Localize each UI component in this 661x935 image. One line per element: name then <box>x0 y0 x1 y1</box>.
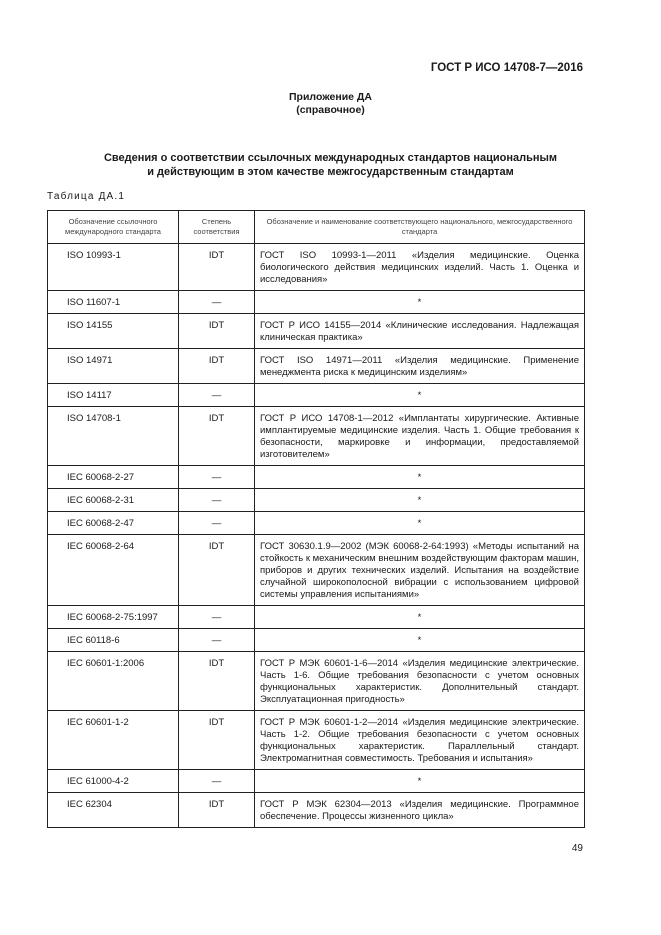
cell-degree: IDT <box>179 535 255 606</box>
cell-national-standard: * <box>255 489 585 512</box>
cell-degree: — <box>179 291 255 314</box>
table-row <box>48 793 585 828</box>
table-body <box>48 244 585 828</box>
cell-national-standard: ГОСТ ISO 10993-1—2011 «Изделия медицинские. Оценка биологического действия медицинских изделий. Часть 1. Оценка и исследования» <box>255 244 585 291</box>
cell-degree: IDT <box>179 711 255 770</box>
cell-degree: — <box>179 606 255 629</box>
cell-degree: — <box>179 466 255 489</box>
cell-intl-standard: IEC 60068-2-31 <box>48 489 179 512</box>
cell-intl-standard: ISO 14971 <box>48 349 179 384</box>
table-row <box>48 466 585 489</box>
table-row <box>48 384 585 407</box>
table-row <box>48 711 585 770</box>
table-row <box>48 606 585 629</box>
cell-degree: — <box>179 489 255 512</box>
table-row <box>48 535 585 606</box>
appendix-subtitle: (справочное) <box>296 104 365 116</box>
page-number: 49 <box>571 843 583 854</box>
cell-intl-standard: IEC 60068-2-27 <box>48 466 179 489</box>
table-header-row <box>48 211 585 244</box>
header-national-standard: Обозначение и наименование соответствующего национального, межгосударственного стандарта <box>255 211 585 244</box>
cell-intl-standard: IEC 62304 <box>48 793 179 828</box>
table-row <box>48 244 585 291</box>
cell-degree: — <box>179 770 255 793</box>
cell-degree: IDT <box>179 314 255 349</box>
cell-intl-standard: ISO 14155 <box>48 314 179 349</box>
cell-national-standard: * <box>255 629 585 652</box>
cell-intl-standard: IEC 61000-4-2 <box>48 770 179 793</box>
cell-national-standard: ГОСТ Р МЭК 62304—2013 «Изделия медицинские. Программное обеспечение. Процессы жизненного цикла» <box>255 793 585 828</box>
cell-intl-standard: ISO 14117 <box>48 384 179 407</box>
header-intl-standard: Обозначение ссылочного международного стандарта <box>48 211 179 244</box>
cell-national-standard: ГОСТ Р МЭК 60601-1-6—2014 «Изделия медицинские электрические. Часть 1-6. Общие требования безопасности с учетом основных функциональных характеристик. Дополнительный стандарт. Эксплуатационная пригодность» <box>255 652 585 711</box>
cell-degree: IDT <box>179 793 255 828</box>
cell-degree: IDT <box>179 652 255 711</box>
cell-degree: IDT <box>179 407 255 466</box>
cell-degree: IDT <box>179 349 255 384</box>
cell-national-standard: ГОСТ Р МЭК 60601-1-2—2014 «Изделия медицинские электрические. Часть 1-2. Общие требования безопасности с учетом основных функциональных характеристик. Параллельный стандарт. Электромагнитная совместимость. Требования и испытания» <box>255 711 585 770</box>
table-row <box>48 770 585 793</box>
table-row <box>48 629 585 652</box>
cell-national-standard: * <box>255 384 585 407</box>
table-row <box>48 407 585 466</box>
section-title <box>0 152 661 179</box>
appendix-title: Приложение ДА <box>289 91 372 103</box>
table-row <box>48 652 585 711</box>
cell-national-standard: * <box>255 512 585 535</box>
cell-intl-standard: IEC 60601-1:2006 <box>48 652 179 711</box>
cell-national-standard: * <box>255 770 585 793</box>
cell-intl-standard: IEC 60601-1-2 <box>48 711 179 770</box>
cell-intl-standard: ISO 10993-1 <box>48 244 179 291</box>
section-title-line-2: и действующим в этом качестве межгосударственным стандартам <box>147 165 514 178</box>
cell-national-standard: * <box>255 291 585 314</box>
cell-intl-standard: IEC 60068-2-75:1997 <box>48 606 179 629</box>
table-row <box>48 291 585 314</box>
cell-degree: IDT <box>179 244 255 291</box>
cell-degree: — <box>179 512 255 535</box>
table-row <box>48 314 585 349</box>
cell-intl-standard: ISO 11607-1 <box>48 291 179 314</box>
cell-degree: — <box>179 629 255 652</box>
cell-national-standard: ГОСТ Р ИСО 14708-1—2012 «Имплантаты хирургические. Активные имплантируемые медицинские изделия. Часть 1. Общие требования к безопасности, маркировке и информации, предоставляемой изготовителем» <box>255 407 585 466</box>
cell-national-standard: ГОСТ 30630.1.9—2002 (МЭК 60068-2-64:1993) «Методы испытаний на стойкость к механическим внешним воздействующим факторам машин, приборов и других технических изделий. Испытания на воздействие случайной широкополосной вибрации с использованием цифровой системы управления испытаниями» <box>255 535 585 606</box>
table-row <box>48 512 585 535</box>
appendix-heading <box>0 91 661 117</box>
table-row <box>48 349 585 384</box>
table-caption: Таблица ДА.1 <box>47 191 126 202</box>
document-code: ГОСТ Р ИСО 14708-7—2016 <box>430 62 583 74</box>
cell-intl-standard: IEC 60118-6 <box>48 629 179 652</box>
section-title-line-1: Сведения о соответствии ссылочных международных стандартов национальным <box>103 152 558 164</box>
cell-national-standard: * <box>255 606 585 629</box>
cell-intl-standard: ISO 14708-1 <box>48 407 179 466</box>
standards-correspondence-table <box>47 210 585 828</box>
cell-national-standard: ГОСТ Р ИСО 14155—2014 «Клинические исследования. Надлежащая клиническая практика» <box>255 314 585 349</box>
cell-intl-standard: IEC 60068-2-64 <box>48 535 179 606</box>
header-degree: Степень соответствия <box>179 211 255 244</box>
cell-national-standard: ГОСТ ISO 14971—2011 «Изделия медицинские. Применение менеджмента риска к медицинским изделиям» <box>255 349 585 384</box>
cell-intl-standard: IEC 60068-2-47 <box>48 512 179 535</box>
cell-degree: — <box>179 384 255 407</box>
table-row <box>48 489 585 512</box>
cell-national-standard: * <box>255 466 585 489</box>
